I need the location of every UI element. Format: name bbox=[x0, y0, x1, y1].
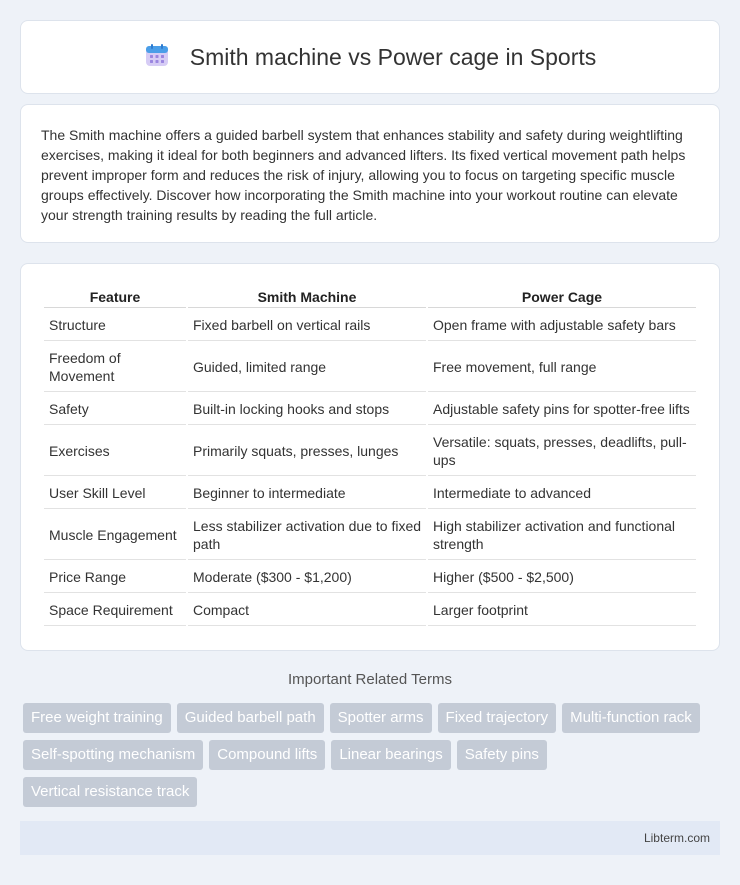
related-term-tag[interactable]: Self-spotting mechanism bbox=[23, 740, 203, 770]
table-row bbox=[44, 595, 696, 626]
table-cell: Beginner to intermediate bbox=[188, 478, 426, 509]
comparison-card bbox=[20, 263, 720, 651]
footer bbox=[20, 821, 720, 855]
table-cell: Fixed barbell on vertical rails bbox=[188, 310, 426, 341]
table-cell: Less stabilizer activation due to fixed path bbox=[188, 511, 426, 560]
related-terms-list bbox=[23, 703, 723, 807]
table-cell: Structure bbox=[44, 310, 186, 341]
calendar-icon bbox=[144, 42, 170, 73]
table-cell: Safety bbox=[44, 394, 186, 425]
related-term-tag[interactable]: Free weight training bbox=[23, 703, 171, 733]
table-cell: Primarily squats, presses, lunges bbox=[188, 427, 426, 476]
footer-brand-link[interactable]: Libterm.com bbox=[643, 831, 710, 845]
table-cell: Space Requirement bbox=[44, 595, 186, 626]
table-cell: Versatile: squats, presses, deadlifts, pull-ups bbox=[428, 427, 696, 476]
header-card bbox=[20, 20, 720, 94]
column-header: Feature bbox=[44, 286, 186, 308]
related-term-tag[interactable]: Multi-function rack bbox=[562, 703, 700, 733]
table-cell: Freedom of Movement bbox=[44, 343, 186, 392]
table-cell: Moderate ($300 - $1,200) bbox=[188, 562, 426, 593]
table-header-row bbox=[44, 286, 696, 308]
table-cell: Muscle Engagement bbox=[44, 511, 186, 560]
table-cell: Adjustable safety pins for spotter-free lifts bbox=[428, 394, 696, 425]
related-terms-title: Important Related Terms bbox=[288, 671, 452, 688]
related-term-tag[interactable]: Safety pins bbox=[457, 740, 547, 770]
table-cell: High stabilizer activation and functional strength bbox=[428, 511, 696, 560]
column-header: Power Cage bbox=[428, 286, 696, 308]
table-cell: Built-in locking hooks and stops bbox=[188, 394, 426, 425]
table-cell: Exercises bbox=[44, 427, 186, 476]
table-row bbox=[44, 343, 696, 392]
table-cell: Intermediate to advanced bbox=[428, 478, 696, 509]
table-row bbox=[44, 310, 696, 341]
intro-text: The Smith machine offers a guided barbell system that enhances stability and safety during weightlifting exercises, making it ideal for both beginners and advanced lifters. Its fixed vertical movement path helps prevent improper form and reduces the risk of injury, allowing you to focus on targeting specific muscle groups effectively. Discover how incorporating the Smith machine into your workout routine can elevate your strength training results by reading the full article. bbox=[41, 127, 686, 223]
table-cell: Larger footprint bbox=[428, 595, 696, 626]
related-term-tag[interactable]: Fixed trajectory bbox=[438, 703, 557, 733]
table-cell: Open frame with adjustable safety bars bbox=[428, 310, 696, 341]
related-term-tag[interactable]: Spotter arms bbox=[330, 703, 432, 733]
column-header: Smith Machine bbox=[188, 286, 426, 308]
related-term-tag[interactable]: Linear bearings bbox=[331, 740, 450, 770]
related-term-tag[interactable]: Compound lifts bbox=[209, 740, 325, 770]
intro-card bbox=[20, 104, 720, 243]
table-row bbox=[44, 394, 696, 425]
table-cell: Price Range bbox=[44, 562, 186, 593]
comparison-table bbox=[42, 284, 698, 628]
table-row bbox=[44, 478, 696, 509]
page-title: Smith machine vs Power cage in Sports bbox=[189, 43, 597, 70]
table-row bbox=[44, 511, 696, 560]
related-term-tag[interactable]: Vertical resistance track bbox=[23, 777, 197, 807]
related-term-tag[interactable]: Guided barbell path bbox=[177, 703, 324, 733]
table-cell: User Skill Level bbox=[44, 478, 186, 509]
table-row bbox=[44, 562, 696, 593]
table-cell: Free movement, full range bbox=[428, 343, 696, 392]
table-cell: Guided, limited range bbox=[188, 343, 426, 392]
table-row bbox=[44, 427, 696, 476]
table-cell: Higher ($500 - $2,500) bbox=[428, 562, 696, 593]
table-cell: Compact bbox=[188, 595, 426, 626]
